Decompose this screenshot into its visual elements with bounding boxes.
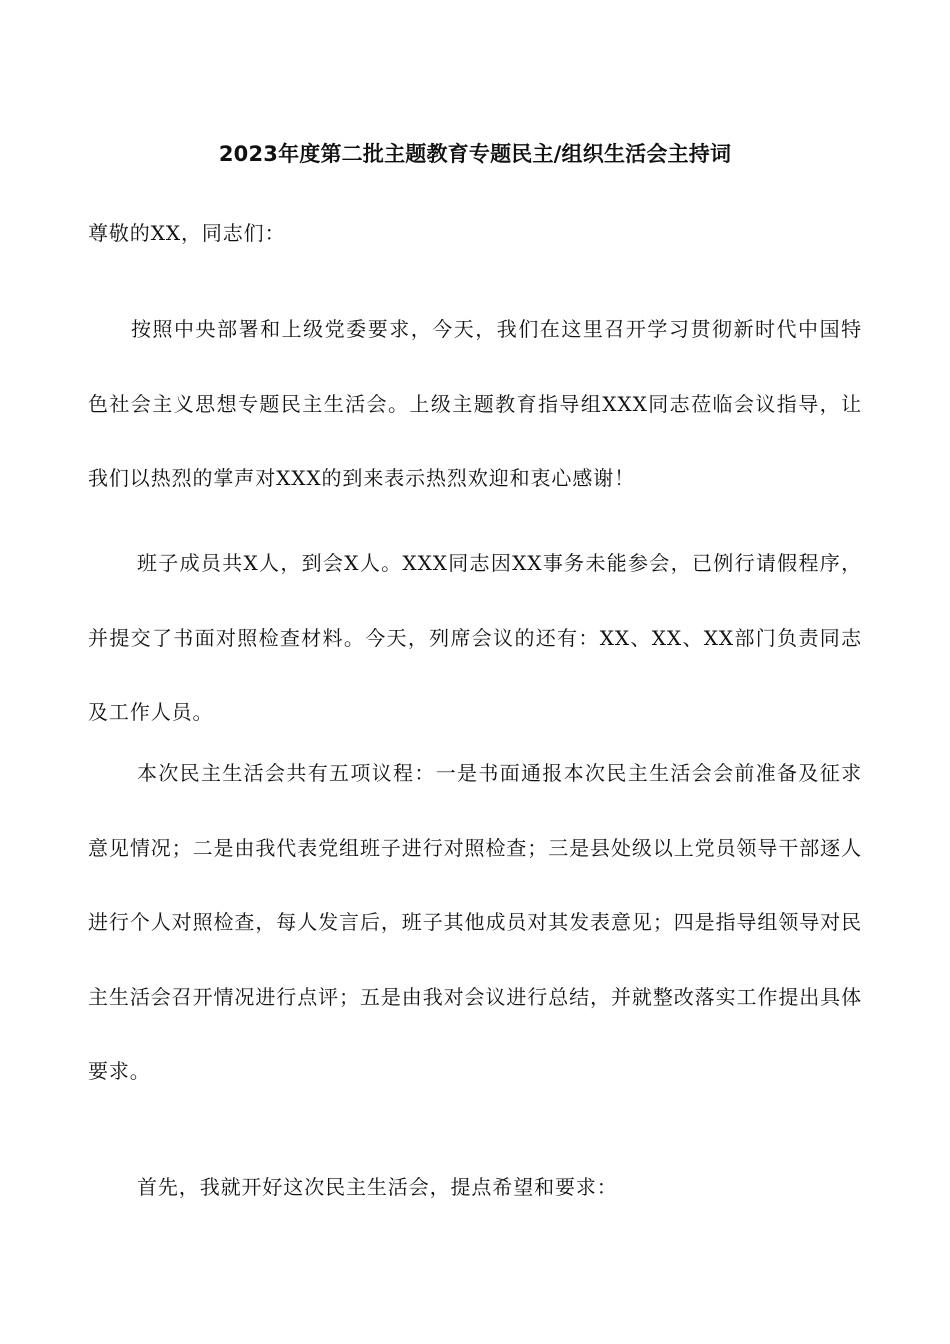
paragraph-agenda: 本次民主生活会共有五项议程：一是书面通报本次民主生活会会前准备及征求意见情况；二是由我代表党组班子进行对照检查；三是县处级以上党员领导干部逐人进行个人对照检查，每人发言后，班子其他成员对其发表意见；四是指导组领导对民主生活会召开情况进行点评；五是由我对会议进行总结，并就整改落实工作提出具体要求。 <box>88 761 862 1083</box>
salutation: 尊敬的XX，同志们： <box>88 221 286 245</box>
paragraph-opening: 按照中央部署和上级党委要求，今天，我们在这里召开学习贯彻新时代中国特色社会主义思想专题民主生活会。上级主题教育指导组XXX同志莅临会议指导，让我们以热烈的掌声对XXX的到来表示热烈欢迎和衷心感谢！ <box>88 317 862 490</box>
paragraph-requirements: 首先，我就开好这次民主生活会，提点希望和要求： <box>137 1175 618 1199</box>
document-title: 2023年度第二批主题教育专题民主/组织生活会主持词 <box>218 142 732 166</box>
paragraph-attendance: 班子成员共X人，到会X人。XXX同志因XX事务未能参会，已例行请假程序，并提交了书面对照检查材料。今天，列席会议的还有：XX、XX、XX部门负责同志及工作人员。 <box>88 551 862 724</box>
